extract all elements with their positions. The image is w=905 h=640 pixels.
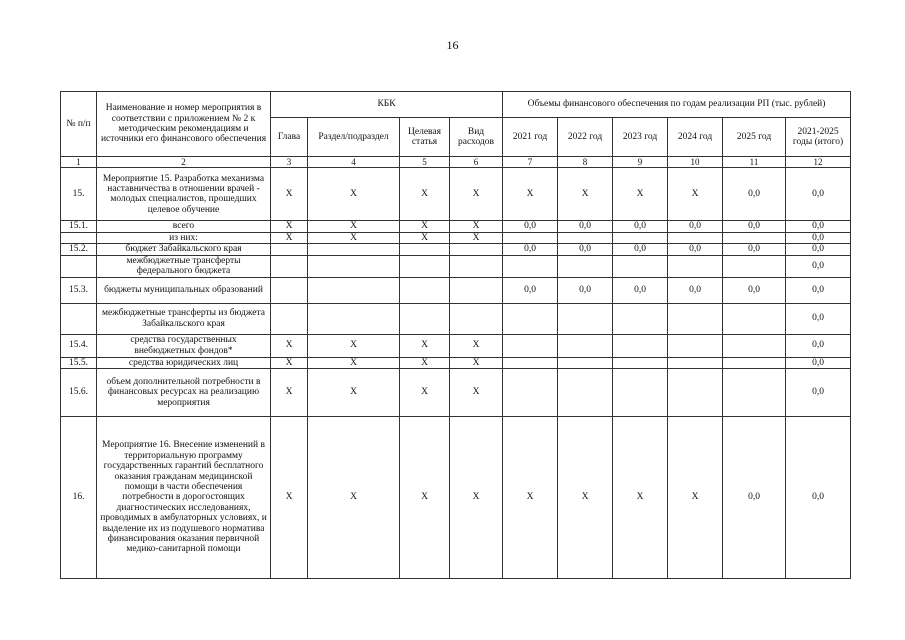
column-index-cell: 2 xyxy=(97,157,271,168)
column-index-cell: 4 xyxy=(308,157,400,168)
table-row xyxy=(61,369,851,417)
value-cell xyxy=(308,277,400,303)
value-cell xyxy=(558,303,613,334)
value-cell xyxy=(558,232,613,243)
row-number: 15.5. xyxy=(61,357,97,368)
value-cell: X xyxy=(668,168,723,221)
value-cell xyxy=(450,277,503,303)
value-cell xyxy=(668,255,723,277)
value-cell xyxy=(558,334,613,357)
header-year-col: 2022 год xyxy=(558,118,613,157)
value-cell xyxy=(723,357,786,368)
row-name: Мероприятие 15. Разработка механизма наставничества в отношении врачей - молодых специалистов, прошедших целевое обучение xyxy=(97,168,271,221)
value-cell xyxy=(723,369,786,417)
value-cell xyxy=(613,255,668,277)
value-cell: 0,0 xyxy=(786,232,851,243)
value-cell: 0,0 xyxy=(723,244,786,255)
value-cell xyxy=(503,357,558,368)
value-cell: X xyxy=(308,232,400,243)
value-cell xyxy=(668,357,723,368)
table-row xyxy=(61,221,851,232)
row-name: бюджет Забайкальского края xyxy=(97,244,271,255)
value-cell xyxy=(558,357,613,368)
value-cell: X xyxy=(450,232,503,243)
column-index-cell: 3 xyxy=(271,157,308,168)
table-row xyxy=(61,334,851,357)
row-name: из них: xyxy=(97,232,271,243)
value-cell xyxy=(308,255,400,277)
column-index-cell: 12 xyxy=(786,157,851,168)
value-cell xyxy=(450,244,503,255)
row-number: 15.6. xyxy=(61,369,97,417)
value-cell xyxy=(271,255,308,277)
header-year-col: 2025 год xyxy=(723,118,786,157)
header-kbk-col: Вид расходов xyxy=(450,118,503,157)
header-num: № п/п xyxy=(61,92,97,157)
table-row xyxy=(61,168,851,221)
table-row xyxy=(61,244,851,255)
value-cell xyxy=(613,334,668,357)
row-name: бюджеты муниципальных образований xyxy=(97,277,271,303)
value-cell xyxy=(503,369,558,417)
value-cell: 0,0 xyxy=(786,369,851,417)
header-row-top xyxy=(61,92,851,118)
column-index-row xyxy=(61,157,851,168)
header-year-col: 2023 год xyxy=(613,118,668,157)
value-cell: X xyxy=(271,221,308,232)
row-number: 15.3. xyxy=(61,277,97,303)
value-cell: X xyxy=(450,417,503,579)
value-cell xyxy=(668,232,723,243)
value-cell: 0,0 xyxy=(503,244,558,255)
value-cell: 0,0 xyxy=(558,221,613,232)
value-cell xyxy=(668,303,723,334)
value-cell xyxy=(613,232,668,243)
value-cell xyxy=(558,255,613,277)
row-number: 15.1. xyxy=(61,221,97,232)
row-name: Мероприятие 16. Внесение изменений в территориальную программу государственных гарантий бесплатного оказания гражданам медицинской помощи в части обеспечения потребности в дорогостоящих диагностических исследованиях, проводимых в амбулаторных условиях, и выделение их из подушевого норматива финансирования оказания первичной медико-санитарной помощи xyxy=(97,417,271,579)
value-cell: 0,0 xyxy=(503,277,558,303)
value-cell: X xyxy=(308,369,400,417)
value-cell: 0,0 xyxy=(786,221,851,232)
value-cell: X xyxy=(450,357,503,368)
value-cell: X xyxy=(308,334,400,357)
column-index-cell: 5 xyxy=(400,157,450,168)
value-cell: X xyxy=(271,168,308,221)
column-index-cell: 6 xyxy=(450,157,503,168)
row-name: объем дополнительной потребности в финансовых ресурсах на реализацию мероприятия xyxy=(97,369,271,417)
value-cell: X xyxy=(613,168,668,221)
value-cell: X xyxy=(308,221,400,232)
value-cell xyxy=(723,255,786,277)
value-cell: X xyxy=(450,221,503,232)
table-row xyxy=(61,417,851,579)
value-cell: 0,0 xyxy=(786,255,851,277)
value-cell: X xyxy=(558,417,613,579)
value-cell xyxy=(271,244,308,255)
row-name: средства юридических лиц xyxy=(97,357,271,368)
value-cell: 0,0 xyxy=(613,221,668,232)
row-number: 15.2. xyxy=(61,244,97,255)
value-cell: X xyxy=(558,168,613,221)
table-row xyxy=(61,255,851,277)
value-cell xyxy=(450,303,503,334)
value-cell xyxy=(613,303,668,334)
row-number xyxy=(61,232,97,243)
value-cell: X xyxy=(613,417,668,579)
value-cell: X xyxy=(271,232,308,243)
value-cell xyxy=(400,303,450,334)
page-number: 16 xyxy=(446,38,459,52)
value-cell xyxy=(503,303,558,334)
value-cell: X xyxy=(271,417,308,579)
finance-table xyxy=(60,91,851,579)
column-index-cell: 11 xyxy=(723,157,786,168)
table-row xyxy=(61,303,851,334)
value-cell xyxy=(668,334,723,357)
row-name: межбюджетные трансферты федерального бюджета xyxy=(97,255,271,277)
table-row xyxy=(61,277,851,303)
value-cell: X xyxy=(271,369,308,417)
value-cell: 0,0 xyxy=(668,244,723,255)
value-cell: X xyxy=(400,221,450,232)
value-cell: X xyxy=(450,168,503,221)
value-cell: X xyxy=(450,369,503,417)
value-cell: X xyxy=(271,334,308,357)
value-cell: X xyxy=(400,168,450,221)
table-row xyxy=(61,232,851,243)
value-cell xyxy=(723,334,786,357)
value-cell xyxy=(400,244,450,255)
value-cell xyxy=(613,369,668,417)
column-index-cell: 7 xyxy=(503,157,558,168)
value-cell: 0,0 xyxy=(668,277,723,303)
row-number xyxy=(61,303,97,334)
row-number: 15.4. xyxy=(61,334,97,357)
value-cell: 0,0 xyxy=(723,168,786,221)
value-cell: 0,0 xyxy=(786,168,851,221)
header-kbk-col: Целевая статья xyxy=(400,118,450,157)
value-cell xyxy=(503,255,558,277)
value-cell: X xyxy=(400,369,450,417)
value-cell: 0,0 xyxy=(786,277,851,303)
row-number xyxy=(61,255,97,277)
header-kbk-col: Раздел/подраздел xyxy=(308,118,400,157)
header-finance: Объемы финансового обеспечения по годам реализации РП (тыс. рублей) xyxy=(503,92,851,118)
value-cell xyxy=(503,334,558,357)
value-cell xyxy=(668,369,723,417)
value-cell xyxy=(558,369,613,417)
value-cell: X xyxy=(400,334,450,357)
value-cell: X xyxy=(668,417,723,579)
value-cell: X xyxy=(271,357,308,368)
header-kbk: КБК xyxy=(271,92,503,118)
value-cell: X xyxy=(503,168,558,221)
header-year-col: 2021 год xyxy=(503,118,558,157)
column-index-cell: 9 xyxy=(613,157,668,168)
value-cell xyxy=(613,357,668,368)
value-cell: 0,0 xyxy=(786,334,851,357)
row-name: межбюджетные трансферты из бюджета Забайкальского края xyxy=(97,303,271,334)
column-index-cell: 10 xyxy=(668,157,723,168)
value-cell: 0,0 xyxy=(668,221,723,232)
column-index-cell: 8 xyxy=(558,157,613,168)
row-name: всего xyxy=(97,221,271,232)
value-cell: X xyxy=(308,168,400,221)
value-cell: X xyxy=(400,417,450,579)
value-cell: 0,0 xyxy=(558,277,613,303)
value-cell: 0,0 xyxy=(723,277,786,303)
value-cell: X xyxy=(450,334,503,357)
value-cell xyxy=(723,303,786,334)
table-row xyxy=(61,357,851,368)
value-cell xyxy=(271,303,308,334)
value-cell xyxy=(450,255,503,277)
value-cell: X xyxy=(308,417,400,579)
value-cell xyxy=(723,232,786,243)
value-cell xyxy=(400,255,450,277)
row-number: 16. xyxy=(61,417,97,579)
value-cell xyxy=(400,277,450,303)
row-name: средства государственных внебюджетных фондов* xyxy=(97,334,271,357)
value-cell xyxy=(308,303,400,334)
value-cell: 0,0 xyxy=(786,417,851,579)
header-name: Наименование и номер мероприятия в соответствии с приложением № 2 к методическим рекомендациям и источники его финансового обеспечения xyxy=(97,92,271,157)
value-cell xyxy=(271,277,308,303)
value-cell: 0,0 xyxy=(786,357,851,368)
value-cell: 0,0 xyxy=(558,244,613,255)
value-cell: X xyxy=(400,357,450,368)
table-body xyxy=(61,92,851,579)
value-cell: X xyxy=(503,417,558,579)
row-number: 15. xyxy=(61,168,97,221)
value-cell: 0,0 xyxy=(723,221,786,232)
value-cell: X xyxy=(308,357,400,368)
value-cell xyxy=(308,244,400,255)
value-cell: 0,0 xyxy=(786,303,851,334)
header-year-col: 2024 год xyxy=(668,118,723,157)
value-cell: 0,0 xyxy=(723,417,786,579)
header-year-col: 2021-2025 годы (итого) xyxy=(786,118,851,157)
value-cell: X xyxy=(400,232,450,243)
column-index-cell: 1 xyxy=(61,157,97,168)
value-cell: 0,0 xyxy=(613,244,668,255)
header-kbk-col: Глава xyxy=(271,118,308,157)
value-cell: 0,0 xyxy=(503,221,558,232)
value-cell: 0,0 xyxy=(786,244,851,255)
value-cell xyxy=(503,232,558,243)
value-cell: 0,0 xyxy=(613,277,668,303)
